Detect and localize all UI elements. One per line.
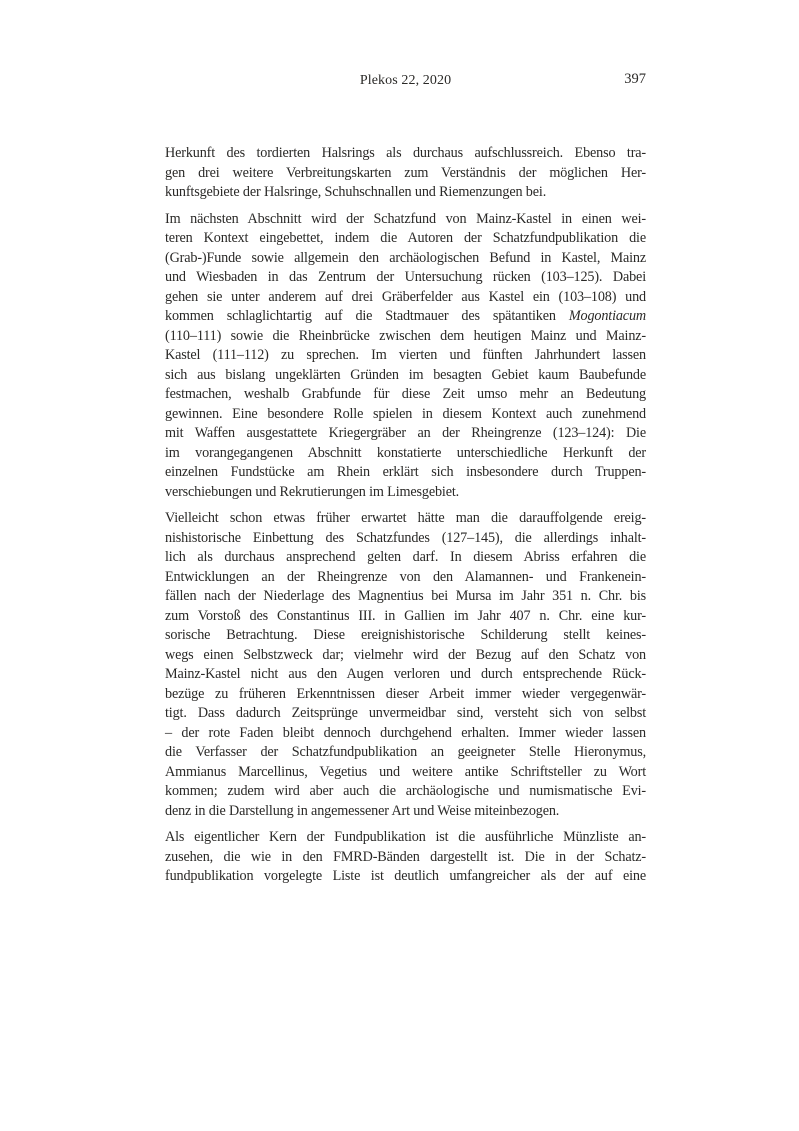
text-line: und Wiesbaden in das Zentrum der Untersuchung rücken (103–125). Dabei xyxy=(165,269,646,285)
text-line: kunftsgebiete der Halsringe, Schuhschnallen und Riemenzungen bei. xyxy=(165,184,547,200)
paragraph-1 xyxy=(165,144,646,203)
page-number: 397 xyxy=(624,71,646,87)
text-line: im vorangegangenen Abschnitt konstatierte unterschiedliche Herkunft der xyxy=(165,444,646,461)
text-line: (110–111) sowie die Rheinbrücke zwischen dem heutigen Mainz und Mainz- xyxy=(165,327,646,344)
journal-title: Plekos 22, 2020 xyxy=(359,73,452,88)
text-line: einzelnen Fundstücke am Rhein erklärt sich insbesondere durch Truppen- xyxy=(165,464,646,480)
text-line: Mainz-Kastel nicht aus den Augen verloren und durch entsprechende Rück- xyxy=(165,666,646,682)
text-line: sich aus bislang ungeklärten Gründen im besagten Gebiet kaum Baubefunde xyxy=(165,366,646,383)
text-line: lich als durchaus ansprechend gelten darf. In diesem Abriss erfahren die xyxy=(165,549,646,565)
text-line: gewinnen. Eine besondere Rolle spielen in diesem Kontext auch zunehmend xyxy=(165,405,646,422)
text-line: festmachen, weshalb Grabfunde für diese Zeit umso mehr an Bedeutung xyxy=(165,386,646,402)
running-head xyxy=(165,71,646,91)
text-line: (Grab-)Funde sowie allgemein den archäologischen Befund in Kastel, Mainz xyxy=(165,249,646,266)
text-line: fundpublikation vorgelegte Liste ist deutlich umfangreicher als der auf eine xyxy=(165,868,646,884)
text-line: Kastel (111–112) zu sprechen. Im vierten und fünften Jahrhundert lassen xyxy=(165,347,646,363)
text-line xyxy=(165,307,646,327)
text-line: Herkunft des tordierten Halsrings als durchaus aufschlussreich. Ebenso tra- xyxy=(165,145,646,161)
text-line: Vielleicht schon etwas früher erwartet hätte man die darauffolgende ereig- xyxy=(165,510,646,526)
text-line: die Verfasser der Schatzfundpublikation an geeigneter Stelle Hieronymus, xyxy=(165,744,646,760)
text-line: wegs einen Selbstzweck dar; vielmehr wird der Bezug auf den Schatz von xyxy=(165,646,646,663)
text-line: Entwicklungen an der Rheingrenze von den Alamannen- und Frankenein- xyxy=(165,568,646,585)
text-line: – der rote Faden bleibt dennoch durchgehend erhalten. Immer wieder lassen xyxy=(165,724,646,741)
text-line: denz in die Darstellung in angemessener Art und Weise miteinbezogen. xyxy=(165,802,560,819)
text-line: fällen nach der Niederlage des Magnentius bei Mursa im Jahr 351 n. Chr. bis xyxy=(165,588,646,604)
text-line: nishistorische Einbettung des Schatzfundes (127–145), die allerdings inhalt- xyxy=(165,529,646,546)
text-line: zusehen, die wie in den FMRD-Bänden dargestellt ist. Die in der Schatz- xyxy=(165,848,646,865)
text-line: gen drei weitere Verbreitungskarten zum Verständnis der möglichen Her- xyxy=(165,164,646,181)
text-line: kommen; zudem wird aber auch die archäologische und numismatische Evi- xyxy=(165,783,646,799)
text-line: verschiebungen und Rekrutierungen im Limesgebiet. xyxy=(165,483,460,500)
paragraph-2 xyxy=(165,210,646,503)
text-line: Ammianus Marcellinus, Vegetius und weitere antike Schriftsteller zu Wort xyxy=(165,763,646,780)
text-line: bezüge zu früheren Erkenntnissen dieser Arbeit immer wieder vergegenwär- xyxy=(165,685,646,702)
text-line: gehen sie unter anderem auf drei Gräberfelder aus Kastel ein (103–108) und xyxy=(165,288,646,305)
text-line: Als eigentlicher Kern der Fundpublikation ist die ausführliche Münzliste an- xyxy=(165,829,646,845)
paragraph-4 xyxy=(165,828,646,887)
paragraph-3 xyxy=(165,509,646,821)
text-line: Im nächsten Abschnitt wird der Schatzfund von Mainz-Kastel in einen wei- xyxy=(165,210,646,227)
text-line: mit Waffen ausgestattete Kriegergräber an der Rheingrenze (123–124): Die xyxy=(165,425,646,441)
article-body xyxy=(165,144,646,894)
text-line: tigt. Dass dadurch Zeitsprünge unvermeidbar sind, versteht sich von selbst xyxy=(165,705,646,721)
text-line: teren Kontext eingebettet, indem die Autoren der Schatzfundpublikation die xyxy=(165,230,646,246)
text-line: zum Vorstoß des Constantinus III. in Gallien im Jahr 407 n. Chr. eine kur- xyxy=(165,607,646,624)
text-segment: kommen schlaglichtartig auf die Stadtmauer des spätantiken xyxy=(165,308,569,324)
text-line: sorische Betrachtung. Diese ereignishistorische Schilderung stellt keines- xyxy=(165,627,646,643)
latin-placename-italic: Mogontiacum xyxy=(568,308,646,324)
